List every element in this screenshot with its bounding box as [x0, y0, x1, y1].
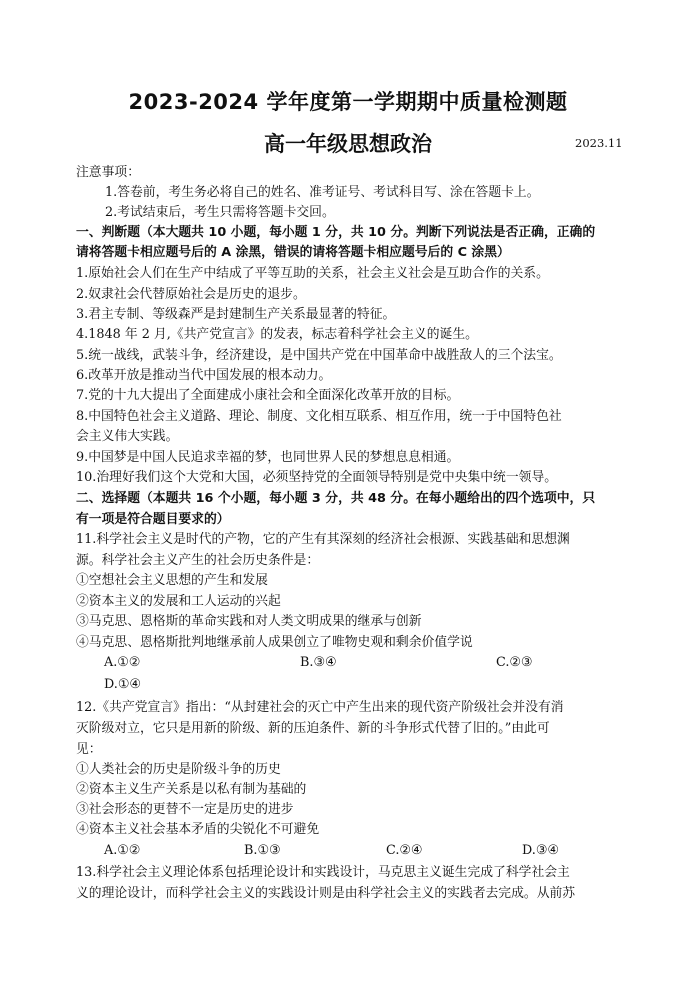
- q12-stem: 12.《共产党宣言》指出：“从封建社会的灭亡中产生出来的现代资产阶级社会并没有消: [76, 700, 564, 715]
- q12-statement: ②资本主义生产关系是以私有制为基础的: [76, 782, 307, 797]
- section2-heading: 二、选择题（本题共 16 个小题，每小题 3 分，共 48 分。在每小题给出的四个选项中，只: [76, 491, 596, 506]
- section1-heading-cont: 请将答题卡相应题号后的 A 涂黑，错误的请将答题卡相应题号后的 C 涂黑）: [76, 245, 510, 260]
- q12-option-d: D.③④: [522, 843, 559, 858]
- q12-option-a: A.①②: [104, 843, 141, 858]
- notice-heading: 注意事项：: [76, 165, 140, 180]
- judge-item-cont: 会主义伟大实践。: [76, 429, 179, 444]
- section2-heading-cont: 有一项是符合题目要求的）: [76, 512, 230, 527]
- section1-heading: 一、判断题（本大题共 10 小题，每小题 1 分，共 10 分。判断下列说法是否正确，正确的: [76, 225, 596, 240]
- exam-date: 2023.11: [575, 136, 623, 150]
- judge-item: 8.中国特色社会主义道路、理论、制度、文化相互联系、相互作用，统一于中国特色社: [76, 409, 562, 424]
- q12-stem-cont: 灭阶级对立，它只是用新的阶级、新的压迫条件、新的斗争形式代替了旧的。”由此可: [76, 721, 550, 736]
- judge-item: 3.君主专制、等级森严是封建制生产关系最显著的特征。: [76, 307, 396, 322]
- judge-item: 2.奴隶社会代替原始社会是历史的退步。: [76, 287, 306, 302]
- exam-subject: 高一年级思想政治: [264, 132, 432, 156]
- q13-stem-cont: 义的理论设计，而科学社会主义的实践设计则是由科学社会主义的实践者去完成。从前苏: [76, 886, 576, 901]
- q12-stem-cont: 见：: [76, 742, 102, 757]
- q12-options: [104, 841, 559, 861]
- q12-option-b: B.①③: [244, 843, 281, 858]
- q12-statement: ①人类社会的历史是阶级斗争的历史: [76, 762, 281, 777]
- q12-statement: ③社会形态的更替不一定是历史的进步: [76, 802, 294, 817]
- q11-option-a: A.①②: [104, 655, 141, 670]
- judge-item: 6.改革开放是推动当代中国发展的根本动力。: [76, 368, 332, 383]
- q12-statement: ④资本主义社会基本矛盾的尖锐化不可避免: [76, 822, 320, 837]
- judge-item: 1.原始社会人们在生产中结成了平等互助的关系，社会主义社会是互助合作的关系。: [76, 266, 549, 281]
- q11-options: [104, 653, 532, 673]
- judge-item: 9.中国梦是中国人民追求幸福的梦，也同世界人民的梦想息息相通。: [76, 450, 460, 465]
- notice-item: 1.答卷前，考生务必将自己的姓名、准考证号、考试科目写、涂在答题卡上。: [105, 185, 540, 200]
- judge-item: 5.统一战线，武装斗争，经济建设，是中国共产党在中国革命中战胜敌人的三个法宝。: [76, 348, 562, 363]
- q11-statement: ③马克思、恩格斯的革命实践和对人类文明成果的继承与创新: [76, 614, 422, 629]
- judge-item: 7.党的十九大提出了全面建成小康社会和全面深化改革开放的目标。: [76, 388, 460, 403]
- q11-statement: ④马克思、恩格斯批判地继承前人成果创立了唯物史观和剩余价值学说: [76, 635, 473, 650]
- q11-option-c: C.②③: [496, 655, 533, 670]
- judge-item: 10.治理好我们这个大党和大国，必须坚持党的全面领导特别是党中央集中统一领导。: [76, 470, 558, 485]
- exam-title: 2023-2024 学年度第一学期期中质量检测题: [128, 90, 568, 114]
- judge-item: 4.1848 年 2 月,《共产党宣言》的发表，标志着科学社会主义的诞生。: [76, 327, 478, 342]
- q11-option-b: B.③④: [300, 655, 337, 670]
- q11-option-d: D.①④: [104, 677, 141, 692]
- q11-statement: ①空想社会主义思想的产生和发展: [76, 573, 268, 588]
- notice-item: 2.考试结束后，考生只需将答题卡交回。: [105, 205, 335, 220]
- q12-option-c: C.②④: [386, 843, 423, 858]
- q11-statement: ②资本主义的发展和工人运动的兴起: [76, 594, 281, 609]
- q13-stem: 13.科学社会主义理论体系包括理论设计和实践设计，马克思主义诞生完成了科学社会主: [76, 865, 570, 880]
- q11-stem-cont: 源。科学社会主义产生的社会历史条件是：: [76, 553, 320, 568]
- q11-stem: 11.科学社会主义是时代的产物，它的产生有其深刻的经济社会根源、实践基础和思想渊: [76, 532, 570, 547]
